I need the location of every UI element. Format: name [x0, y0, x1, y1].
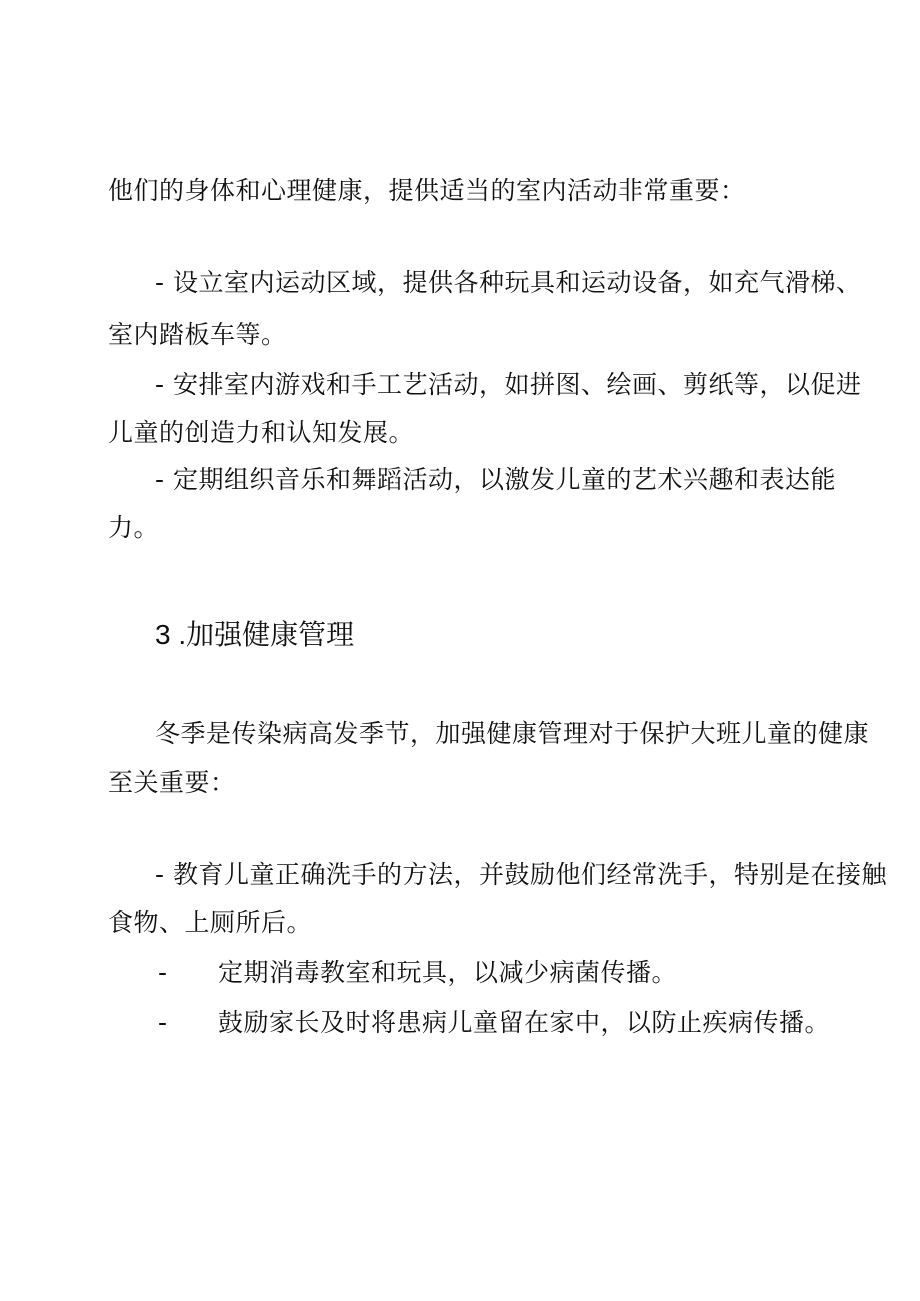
list-item-line: 鼓励家长及时将患病儿童留在家中，以防止疾病传播。 — [218, 1008, 831, 1037]
paragraph-text: 至关重要： — [108, 768, 236, 797]
list-item-line: 定期消毒教室和玩具，以减少病菌传播。 — [218, 958, 678, 987]
list-dash: - — [158, 958, 168, 987]
list-item-line: - 安排室内游戏和手工艺活动，如拼图、绘画、剪纸等，以促进 — [155, 370, 862, 399]
list-item-line: 食物、上厕所后。 — [108, 908, 313, 937]
section-heading: 3 .加强健康管理 — [155, 619, 355, 650]
list-dash: - — [158, 1008, 168, 1037]
paragraph-text: 冬季是传染病高发季节，加强健康管理对于保护大班儿童的健康 — [155, 719, 870, 748]
list-item-line: - 定期组织音乐和舞蹈活动，以激发儿童的艺术兴趣和表达能 — [155, 465, 836, 494]
list-item-line: - 教育儿童正确洗手的方法，并鼓励他们经常洗手，特别是在接触 — [155, 860, 887, 889]
list-item-line: 室内踏板车等。 — [108, 320, 287, 349]
paragraph-text: 他们的身体和心理健康，提供适当的室内活动非常重要： — [108, 176, 746, 205]
list-item-line: 力。 — [108, 513, 160, 542]
list-item-line: - 设立室内运动区域，提供各种玩具和运动设备，如充气滑梯、 — [155, 268, 862, 297]
list-item-line: 儿童的创造力和认知发展。 — [108, 418, 415, 447]
